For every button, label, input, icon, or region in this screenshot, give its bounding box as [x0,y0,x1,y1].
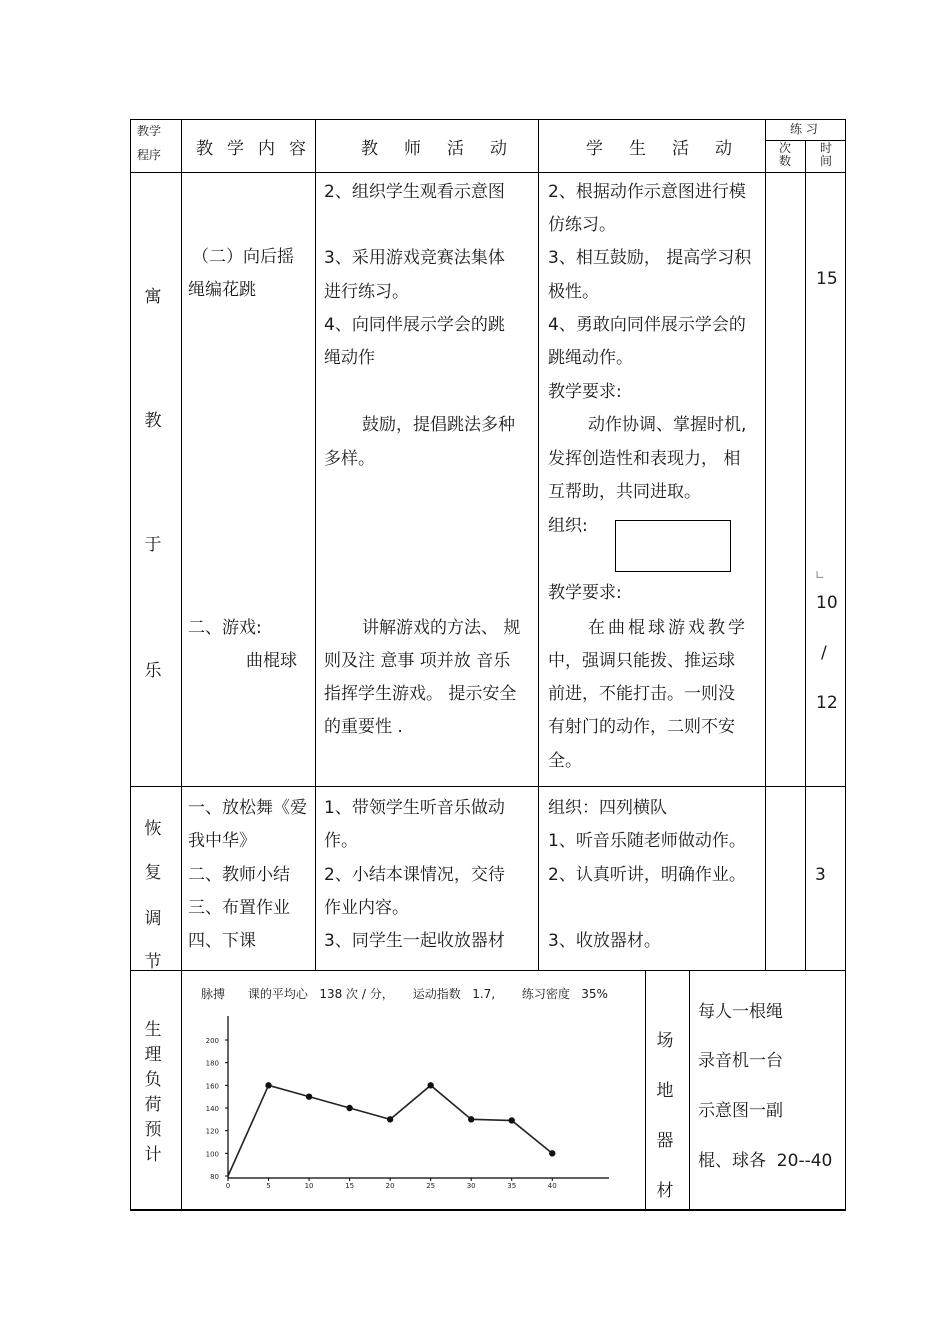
header-count-2: 数 [779,154,792,168]
header-count-1: 次 [779,141,792,155]
student-line: 教学要求: [548,382,622,402]
stage-char: 乐 [144,661,162,681]
content-line: 二、教师小结 [188,865,290,885]
stage-char: 预 [144,1120,162,1140]
x-tick-label: 35 [507,1182,517,1190]
y-tick-label: 160 [205,1082,219,1091]
content-line: 一、放松舞《爱 [188,798,307,818]
equipment-item: 录音机一台 [698,1051,783,1071]
corner-mark: ∟ [815,568,826,582]
data-point [468,1116,474,1122]
y-tick-label: 100 [205,1150,219,1159]
teacher-line: 作。 [324,831,358,851]
y-tick-label: 120 [205,1127,219,1136]
equipment-item: 每人一根绳 [698,1002,783,1022]
student-line: 中，强调只能拨、推运球 [548,651,735,671]
teacher-line: 进行练习。 [324,282,409,302]
y-tick-label: 80 [210,1173,219,1181]
content-line: 我中华》 [188,831,256,851]
stage-char: 教 [144,411,162,431]
series-line [228,1085,552,1176]
stage-char: 调 [144,909,162,929]
student-line: 2、根据动作示意图进行模 [548,182,746,202]
teacher-line: 4、向同伴展示学会的跳 [324,315,505,335]
y-tick-label: 180 [205,1059,219,1068]
header-practice: 练 习 [790,122,818,136]
student-line: 组织：四列横队 [548,798,667,818]
content-topic1-line1: （二）向后摇 [192,247,294,267]
content-topic1-line2: 绳编花跳 [188,280,256,300]
data-point [306,1093,312,1099]
time-value: 15 [816,269,838,289]
data-point [265,1082,271,1088]
teacher-line: 3、同学生一起收放器材 [324,931,505,951]
header-student: 学生活动 [586,139,758,159]
student-org-label: 组织: [548,516,588,536]
equipment-item: 示意图一副 [698,1101,783,1121]
student-line: 有射门的动作，二则不安 [548,717,735,737]
teacher-line: 多样。 [324,449,375,469]
content-topic2-line1: 二、游戏: [188,618,262,638]
x-tick-label: 0 [225,1182,231,1190]
student-line: 3、相互鼓励， 提高学习积 [548,248,752,268]
stage-char: 于 [144,535,162,555]
student-line: 3、收放器材。 [548,931,661,951]
student-line: 跳绳动作。 [548,348,633,368]
data-point [387,1116,393,1122]
data-point [346,1105,352,1111]
venue-char: 材 [656,1181,674,1201]
heart-rate-chart [181,1000,645,1209]
student-line: 前进，不能打击。一则没 [548,684,735,704]
teacher-line: 2、组织学生观看示意图 [324,182,505,202]
teacher-line: 鼓励，提倡跳法多种 [362,415,515,435]
stage-char: 荷 [144,1095,162,1115]
x-tick-label: 40 [547,1182,557,1190]
teacher-line: 讲解游戏的方法、 规 [362,618,521,638]
content-line: 四、下课 [188,931,256,951]
header-content: 教学内容 [196,139,320,159]
stage-char: 复 [144,863,162,883]
content-topic2-line2: 曲棍球 [246,651,297,671]
header-teacher: 教师活动 [361,139,533,159]
organization-diagram-box [615,520,731,572]
x-tick-label: 30 [466,1182,476,1190]
time-value: 12 [816,693,838,713]
header-time-1: 时 [820,141,833,155]
x-tick-label: 10 [304,1182,314,1190]
student-line: 仿练习。 [548,215,616,235]
student-line: 极性。 [548,282,599,302]
student-line: 动作协调、掌握时机, [588,415,747,435]
header-program-line2: 程序 [137,148,162,162]
time-value: / [821,643,827,663]
teacher-line: 的重要性 . [324,717,403,737]
stage-char: 节 [144,952,162,972]
data-point [427,1082,433,1088]
y-tick-label: 200 [205,1037,219,1045]
y-tick-label: 140 [205,1105,219,1113]
stage-char: 生 [144,1020,162,1040]
venue-char: 器 [656,1131,674,1151]
student-line: 全。 [548,751,582,771]
time-value: 10 [816,593,838,613]
student-line: 2、认真听讲，明确作业。 [548,865,746,885]
teacher-line: 绳动作 [324,348,375,368]
teacher-line: 则及注 意事 项并放 音乐 [324,651,511,671]
student-line: 互帮助，共同进取。 [548,482,701,502]
x-tick-label: 5 [266,1182,271,1190]
data-point [509,1117,515,1123]
time-value: 3 [815,865,826,885]
x-tick-label: 20 [385,1182,395,1190]
student-line: 发挥创造性和表现力， 相 [548,449,741,469]
venue-char: 地 [656,1081,674,1101]
chart-caption: 脉搏 课的平均心 138 次 / 分， 运动指数 1.7, 练习密度 35% [201,987,608,1001]
teacher-line: 2、小结本课情况，交待 [324,865,505,885]
x-tick-label: 15 [345,1182,355,1190]
stage-char: 恢 [144,819,162,839]
teacher-line: 作业内容。 [324,898,409,918]
equipment-item: 棍、球各 20--40 [698,1151,833,1171]
teacher-line: 3、采用游戏竞赛法集体 [324,248,505,268]
stage-char: 寓 [144,287,162,307]
student-line: 在曲棍球游戏教学 [588,618,748,638]
student-line: 1、听音乐随老师做动作。 [548,831,746,851]
student-line: 4、勇敢向同伴展示学会的 [548,315,746,335]
student-req2-label: 教学要求: [548,583,622,603]
x-tick-label: 25 [426,1182,436,1190]
stage-char: 理 [144,1045,162,1065]
stage-char: 负 [144,1070,162,1090]
teacher-line: 指挥学生游戏。 提示安全 [324,684,517,704]
data-point [549,1150,555,1156]
stage-char: 计 [144,1145,162,1165]
header-time-2: 间 [820,154,833,168]
venue-char: 场 [656,1031,674,1051]
content-line: 三、布置作业 [188,898,290,918]
header-program-line1: 教学 [137,124,162,138]
teacher-line: 1、带领学生听音乐做动 [324,798,505,818]
